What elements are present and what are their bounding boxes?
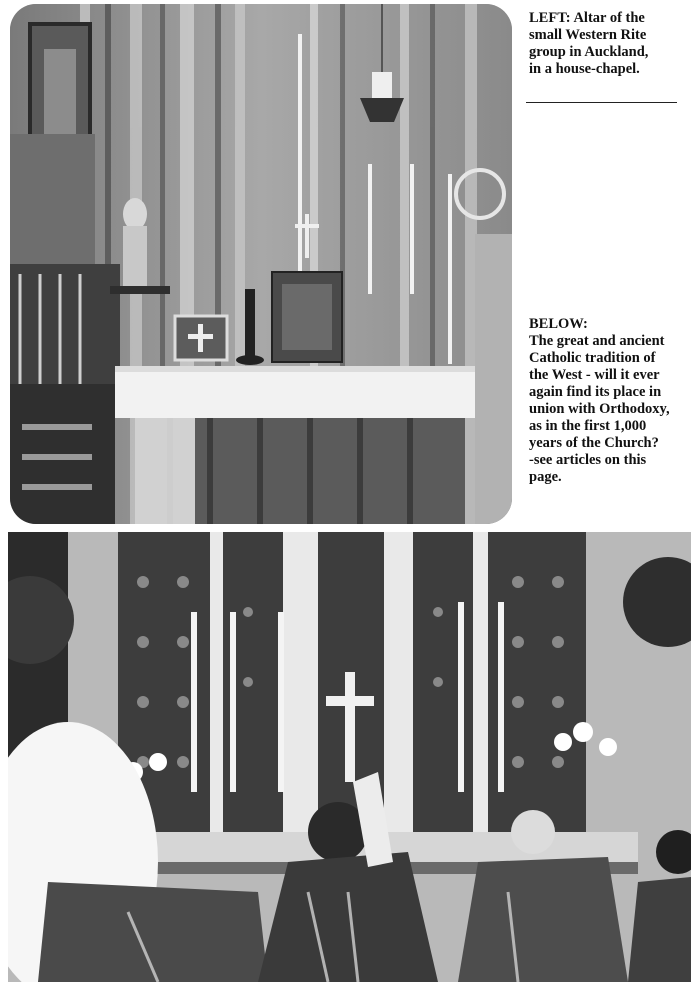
- bottom-liturgy-photo: [8, 532, 691, 982]
- caption-line: again find its place in: [529, 384, 662, 400]
- caption-line: -see articles on this: [529, 452, 647, 468]
- caption-line: years of the Church?: [529, 435, 659, 451]
- top-altar-photo: [10, 4, 512, 524]
- caption-line: group in Auckland,: [529, 44, 649, 60]
- caption-line: as in the first 1,000: [529, 418, 647, 434]
- bottom-photo-drawing: [8, 532, 691, 982]
- caption-divider: [526, 102, 677, 103]
- caption-line: The great and ancient: [529, 333, 665, 349]
- caption-line: in a house-chapel.: [529, 61, 640, 77]
- caption-below: [529, 316, 691, 486]
- caption-left: [529, 10, 689, 78]
- caption-line: small Western Rite: [529, 27, 647, 43]
- caption-line: BELOW:: [529, 316, 588, 332]
- caption-line: the West - will it ever: [529, 367, 660, 383]
- top-photo-drawing: [10, 4, 512, 524]
- caption-line: Catholic tradition of: [529, 350, 656, 366]
- caption-line: union with Orthodoxy,: [529, 401, 670, 417]
- caption-line: page.: [529, 469, 562, 485]
- caption-line: LEFT: Altar of the: [529, 10, 645, 26]
